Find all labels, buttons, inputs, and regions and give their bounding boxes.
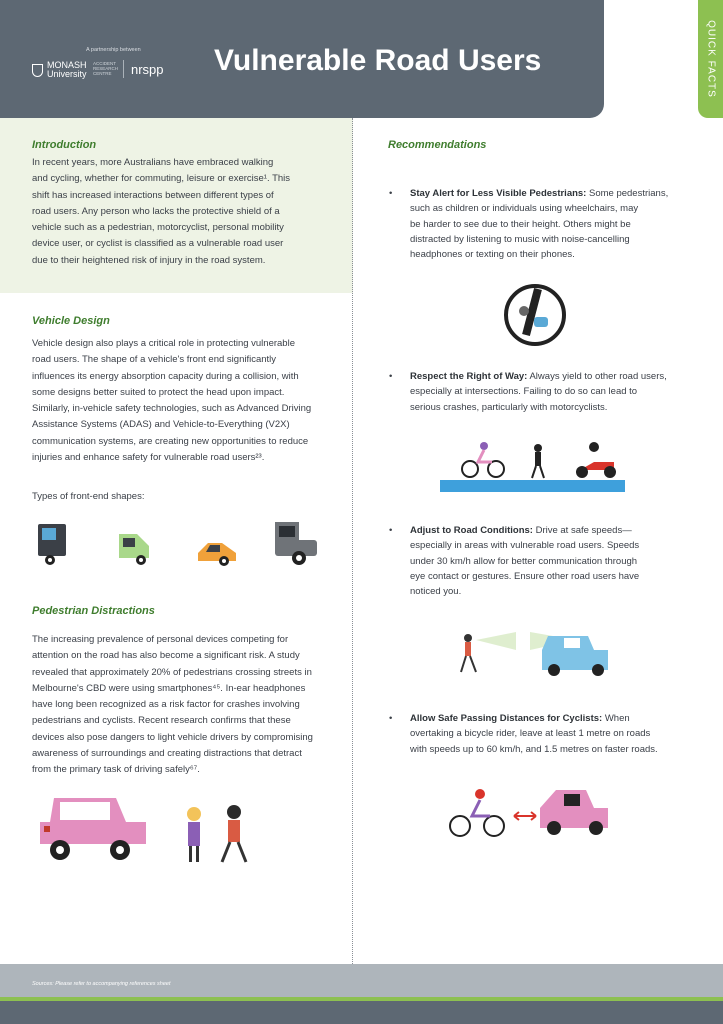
vehicle-line: Assistance Systems (ADAS) and Vehicle-to-Everything (V2X) bbox=[32, 419, 290, 431]
van-icon bbox=[115, 530, 155, 566]
rec-line: headphones or texting on their phones. bbox=[410, 249, 575, 261]
walking-pedestrian-icon bbox=[532, 444, 544, 478]
ped-line: attention on the road has also become a significant risk. A study bbox=[32, 650, 300, 662]
intro-line: vehicle such as a pedestrian, motorcyclist, personal mobility bbox=[32, 222, 284, 234]
eye-contact-scene bbox=[458, 628, 614, 680]
phone-distraction-icon bbox=[502, 283, 568, 347]
ped-line: awareness of surroundings and creating distractions that detract bbox=[32, 748, 302, 760]
rec-title: Respect the Right of Way: bbox=[410, 371, 528, 382]
rec-title: Adjust to Road Conditions: bbox=[410, 525, 533, 536]
footer bbox=[0, 964, 723, 1000]
page-title: Vulnerable Road Users bbox=[214, 44, 542, 77]
ped-line: revealed that approximately 20% of pedestrians crossing streets in bbox=[32, 666, 312, 678]
rec-line: under 30 km/h allow for better communication through bbox=[410, 555, 638, 567]
blue-car-icon bbox=[542, 636, 608, 676]
vehicle-line: Similarly, in-vehicle safety technologies, such as Advanced Driving bbox=[32, 403, 312, 415]
sources-note: Sources: Please refer to accompanying references sheet bbox=[32, 981, 171, 987]
rec-line: overtaking a bicycle rider, leave at least 1 metre on roads bbox=[410, 728, 651, 740]
sightline-left bbox=[476, 632, 516, 650]
motorcyclist-icon bbox=[576, 442, 616, 478]
bullet: • bbox=[389, 713, 393, 724]
passing-distance-arrow-icon bbox=[514, 812, 536, 820]
nrspp-logo: nrspp bbox=[131, 62, 164, 77]
vehicle-line: some designs better suited to protect the head upon impact. bbox=[32, 386, 285, 398]
monash-shield-icon bbox=[32, 64, 43, 77]
quick-facts-label: QUICK FACTS bbox=[705, 20, 716, 98]
rec-line: Always yield to other road users, bbox=[527, 371, 667, 382]
suv-icon bbox=[273, 520, 319, 568]
front-end-shapes-label: Types of front-end shapes: bbox=[32, 491, 145, 502]
rec-title: Stay Alert for Less Visible Pedestrians: bbox=[410, 188, 587, 199]
partnership-text: A partnership between bbox=[86, 47, 141, 53]
vehicle-design-heading: Vehicle Design bbox=[32, 315, 110, 327]
pedestrian-distractions-text bbox=[32, 632, 347, 779]
intro-text bbox=[32, 155, 332, 269]
ped-line: from the primary task of driving safely⁶⁷. bbox=[32, 764, 200, 776]
rec-line: When bbox=[602, 713, 630, 724]
vehicle-line: road users. The shape of a vehicle's front end significantly bbox=[32, 354, 277, 366]
intro-line: and cycling, whether for commuting, leisure or exercise¹. This bbox=[32, 173, 291, 185]
intro-line: device user, or cyclist is classified as a vulnerable road user bbox=[32, 238, 284, 250]
monash-logo: MONASH University bbox=[32, 61, 91, 79]
rec-line: distracted by listening to music with noise-cancelling bbox=[410, 233, 630, 245]
rec-line: serious crashes, particularly with motorcyclists. bbox=[410, 401, 608, 413]
bullet: • bbox=[389, 371, 393, 382]
intersection-scene bbox=[440, 438, 626, 494]
passing-distance-scene bbox=[446, 786, 616, 842]
vehicle-line: injuries and enhance safety for vulnerable road users²³. bbox=[32, 452, 265, 464]
rec-line: especially at intersections. Failing to do so can lead to bbox=[410, 386, 638, 398]
header-banner bbox=[0, 0, 604, 118]
rec-title: Allow Safe Passing Distances for Cyclists: bbox=[410, 713, 603, 724]
vehicle-line: influences its energy absorption capacity during a collision, with bbox=[32, 370, 299, 382]
road-strip bbox=[440, 480, 625, 492]
rec-line: Some pedestrians, bbox=[586, 188, 669, 199]
intro-line: road users. Any person who lacks the protective shield of a bbox=[32, 205, 280, 217]
arc-logo-text: ACCIDENT RESEARCH CENTRE bbox=[93, 61, 119, 76]
sports-car-icon bbox=[194, 535, 240, 567]
truck-icon bbox=[36, 520, 72, 566]
vehicle-line: Vehicle design also plays a critical role in protecting vulnerable bbox=[32, 338, 295, 349]
cyclist-icon bbox=[462, 442, 504, 477]
cyclist-icon bbox=[450, 789, 504, 836]
child-pedestrian-icon bbox=[180, 804, 212, 866]
vehicle-design-text bbox=[32, 336, 342, 466]
pink-car-icon bbox=[36, 792, 151, 864]
rec-line: noticed you. bbox=[410, 586, 462, 598]
ped-line: The increasing prevalence of personal devices competing for bbox=[32, 634, 289, 645]
logo-divider bbox=[123, 60, 124, 78]
recommendations-heading: Recommendations bbox=[388, 139, 487, 151]
intro-heading: Introduction bbox=[32, 139, 97, 151]
rec-line: eye contact or gestures. Ensure other road users have bbox=[410, 570, 640, 582]
walking-pedestrian-icon bbox=[461, 634, 476, 672]
rec-line: with speeds up to 60 km/h, and 1.5 metres on faster roads. bbox=[410, 743, 658, 755]
intro-line: In recent years, more Australians have embraced walking bbox=[32, 157, 274, 168]
ped-line: Melbourne's CBD were using smartphones⁴⁵. In-ear headphones bbox=[32, 682, 306, 694]
column-divider bbox=[352, 118, 353, 964]
rec-line: be harder to see due to their height. Others might be bbox=[410, 218, 631, 230]
rec-line: such as children or individuals using wheelchairs, may bbox=[410, 203, 639, 215]
pink-car-icon bbox=[540, 790, 608, 835]
rec-line: especially in areas with vulnerable road users. Speeds bbox=[410, 540, 640, 552]
pedestrian-headphones-icon bbox=[218, 802, 254, 866]
vehicle-line: communication systems, are creating new opportunities to reduce bbox=[32, 435, 309, 447]
bullet: • bbox=[389, 525, 393, 536]
footer-bottom-bar bbox=[0, 1001, 723, 1024]
rec-line: Drive at safe speeds— bbox=[532, 525, 632, 536]
intro-line: shift has increased interactions between different types of bbox=[32, 189, 274, 201]
bullet: • bbox=[389, 188, 393, 199]
quick-facts-tab[interactable] bbox=[698, 0, 723, 118]
intro-line: due to their heightened risk of injury in the road system. bbox=[32, 254, 266, 266]
pedestrian-distractions-heading: Pedestrian Distractions bbox=[32, 605, 155, 617]
ped-line: pedestrians and cyclists. Recent research confirms that these bbox=[32, 715, 291, 727]
ped-line: devices also pose dangers to light vehicle drivers by compromising bbox=[32, 731, 313, 743]
ped-line: have long been recognized as a risk factor for crashes involving bbox=[32, 699, 300, 711]
